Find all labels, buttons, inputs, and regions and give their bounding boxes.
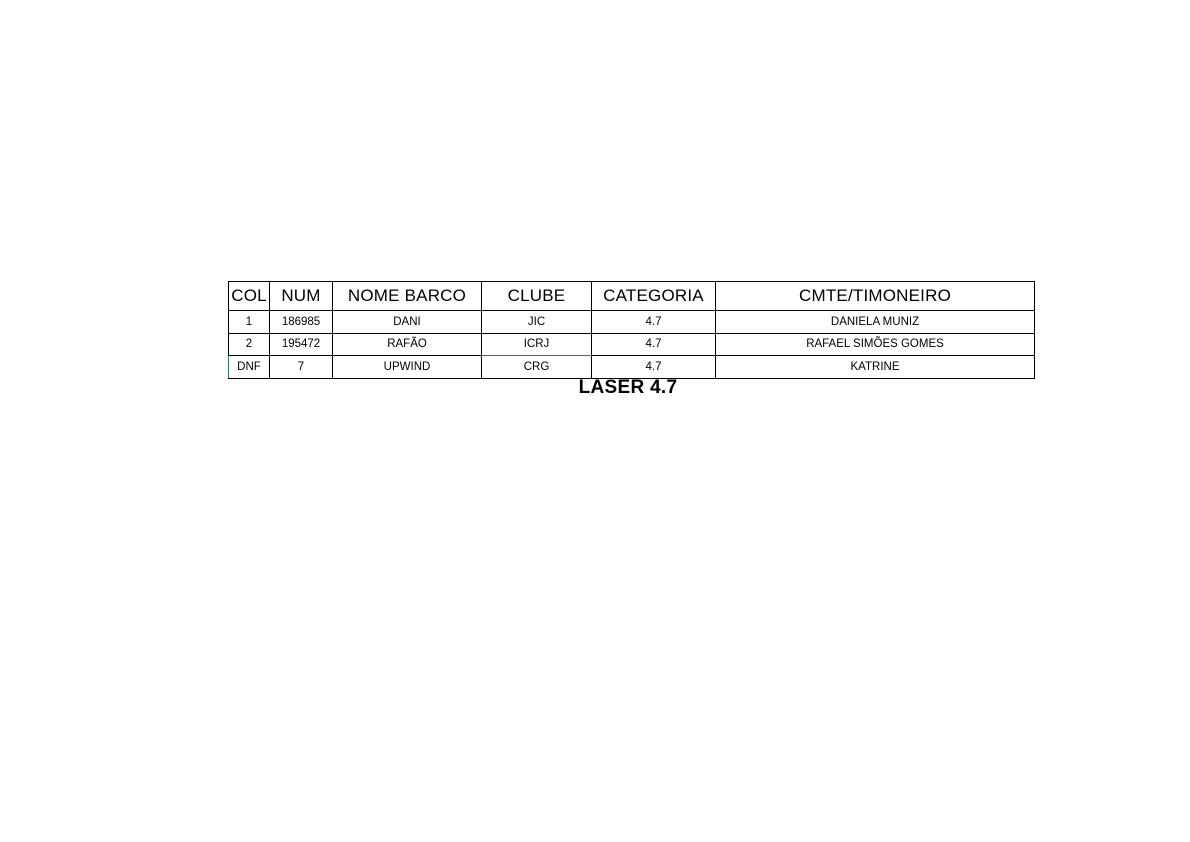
cell-col: DNF [229,356,270,379]
cell-cmte-timoneiro: RAFAEL SIMÕES GOMES [716,333,1035,356]
table-row [229,356,1035,379]
table-header-row [229,282,1035,311]
column-header-nome-barco: NOME BARCO [333,282,482,311]
cell-cmte-timoneiro: KATRINE [716,356,1035,379]
cell-col: 2 [229,333,270,356]
cell-clube: JIC [482,311,592,334]
cell-clube: ICRJ [482,333,592,356]
cell-col: 1 [229,311,270,334]
cell-num: 186985 [270,311,333,334]
column-header-categoria: CATEGORIA [592,282,716,311]
table-row [229,333,1035,356]
column-header-num: NUM [270,282,333,311]
results-table-container [228,281,1028,379]
table-caption: LASER 4.7 [578,377,678,398]
cell-num: 195472 [270,333,333,356]
cell-num: 7 [270,356,333,379]
results-table [228,281,1035,379]
column-header-col: COL [229,282,270,311]
column-header-cmte-timoneiro: CMTE/TIMONEIRO [716,282,1035,311]
cell-clube: CRG [482,356,592,379]
column-header-clube: CLUBE [482,282,592,311]
cell-nome-barco: DANI [333,311,482,334]
cell-cmte-timoneiro: DANIELA MUNIZ [716,311,1035,334]
cell-categoria: 4.7 [592,333,716,356]
cell-categoria: 4.7 [592,311,716,334]
cell-nome-barco: UPWIND [333,356,482,379]
cell-categoria: 4.7 [592,356,716,379]
cell-nome-barco: RAFÃO [333,333,482,356]
table-row [229,311,1035,334]
